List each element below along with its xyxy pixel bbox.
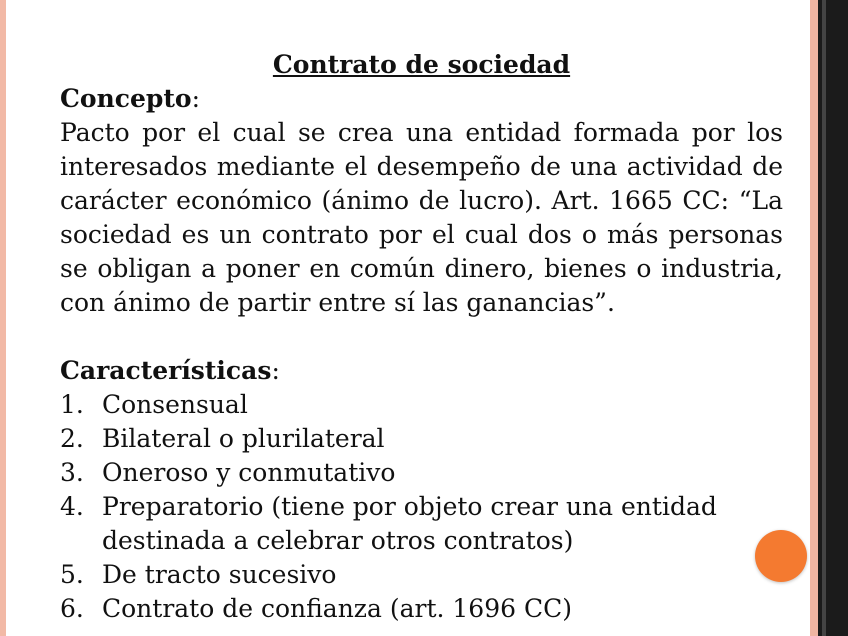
characteristics-heading [60,354,783,388]
list-item [60,388,783,422]
characteristics-list [60,388,783,626]
list-item-number: 1. [60,390,84,419]
left-border-decoration [0,0,6,636]
list-item-number: 6. [60,594,84,623]
list-item-text: Consensual [102,390,248,419]
characteristics-colon: : [271,356,280,385]
list-item-text: Bilateral o plurilateral [102,424,385,453]
right-border-stripe [822,0,826,636]
slide-content [60,48,783,626]
list-item-number: 2. [60,424,84,453]
characteristics-label: Características [60,356,272,385]
orange-circle-decoration [755,530,807,582]
list-item-text: Oneroso y conmutativo [102,458,396,487]
list-item [60,558,783,592]
list-item-text: Preparatorio (tiene por objeto crear una entidad destinada a celebrar otros contratos) [102,492,717,555]
list-item [60,456,783,490]
right-border-pink [810,0,818,636]
list-item-number: 5. [60,560,84,589]
concept-heading [60,82,783,116]
list-item-text: Contrato de confianza (art. 1696 CC) [102,594,572,623]
slide-title: Contrato de sociedad [272,50,571,79]
concept-paragraph: Pacto por el cual se crea una entidad formada por los interesados mediante el desempeño de una actividad de carácter económico (ánimo de lucro). Art. 1665 CC: “La sociedad es un contrato por el cual dos o más personas se obligan a poner en común dinero, bienes o industria, con ánimo de partir entre sí las ganancias”. [60,118,783,317]
list-item [60,422,783,456]
list-item-number: 3. [60,458,84,487]
concept-label: Concepto [60,84,192,113]
concept-colon: : [191,84,201,113]
spacer [60,320,783,354]
list-item [60,592,783,626]
list-item-text: De tracto sucesivo [102,560,337,589]
list-item-number: 4. [60,492,84,521]
list-item [60,490,783,558]
